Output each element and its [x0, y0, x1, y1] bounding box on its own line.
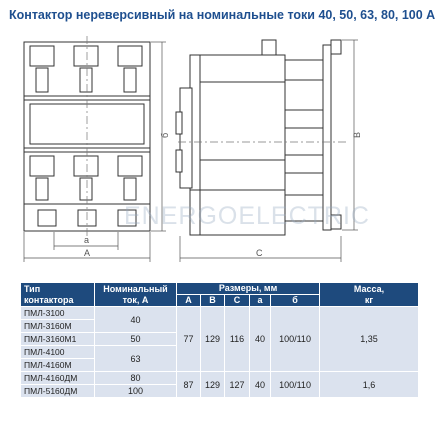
type-cell: ПМЛ-3100: [21, 307, 95, 320]
size-A-cell: 87: [177, 372, 201, 398]
header-mass-line1: Масса,: [353, 283, 385, 294]
type-cell: ПМЛ-5160ДМ: [21, 385, 95, 398]
header-B: B: [201, 295, 225, 307]
header-b: б: [271, 295, 320, 307]
current-cell: 40: [95, 307, 177, 333]
header-sizes: Размеры, мм: [177, 283, 320, 295]
size-b-cell: 100/110: [271, 372, 320, 398]
header-mass: [320, 283, 419, 307]
mass-cell: 1,6: [320, 372, 419, 398]
header-a: a: [250, 295, 271, 307]
type-cell: ПМЛ-4160М: [21, 359, 95, 372]
page-title: Контактор нереверсивный на номинальные токи 40, 50, 63, 80, 100 А: [9, 8, 435, 22]
dim-a-label: a: [84, 235, 90, 245]
size-a-cell: 40: [250, 307, 271, 372]
current-cell: 63: [95, 346, 177, 372]
header-A: A: [177, 295, 201, 307]
type-cell: ПМЛ-3160М1: [21, 333, 95, 346]
size-C-cell: 116: [225, 307, 250, 372]
type-cell: ПМЛ-4160ДМ: [21, 372, 95, 385]
type-cell: ПМЛ-4100: [21, 346, 95, 359]
size-B-cell: 129: [201, 372, 225, 398]
table-row: [21, 307, 419, 320]
header-type-line1: Тип: [24, 283, 41, 294]
dim-A-label: A: [84, 248, 91, 258]
header-type-line2: контактора: [24, 294, 74, 305]
dim-C-label: C: [256, 248, 263, 258]
size-B-cell: 129: [201, 307, 225, 372]
size-A-cell: 77: [177, 307, 201, 372]
header-C: C: [225, 295, 250, 307]
table-row: [21, 372, 419, 385]
header-type: [21, 283, 95, 307]
size-b-cell: 100/110: [271, 307, 320, 372]
size-a-cell: 40: [250, 372, 271, 398]
current-cell: 100: [95, 385, 177, 398]
spec-table: [20, 282, 419, 398]
header-mass-line2: кг: [364, 294, 374, 305]
size-C-cell: 127: [225, 372, 250, 398]
mass-cell: 1,35: [320, 307, 419, 372]
header-current-line2: ток, А: [122, 294, 149, 305]
type-cell: ПМЛ-3160М: [21, 320, 95, 333]
watermark: ENERGOELECTRIC: [124, 202, 370, 230]
current-cell: 50: [95, 333, 177, 346]
dim-B-label: B: [352, 131, 362, 138]
header-current-line1: Номинальный: [103, 283, 168, 294]
header-current: [95, 283, 177, 307]
dim-b-label: б: [160, 132, 170, 138]
current-cell: 80: [95, 372, 177, 385]
